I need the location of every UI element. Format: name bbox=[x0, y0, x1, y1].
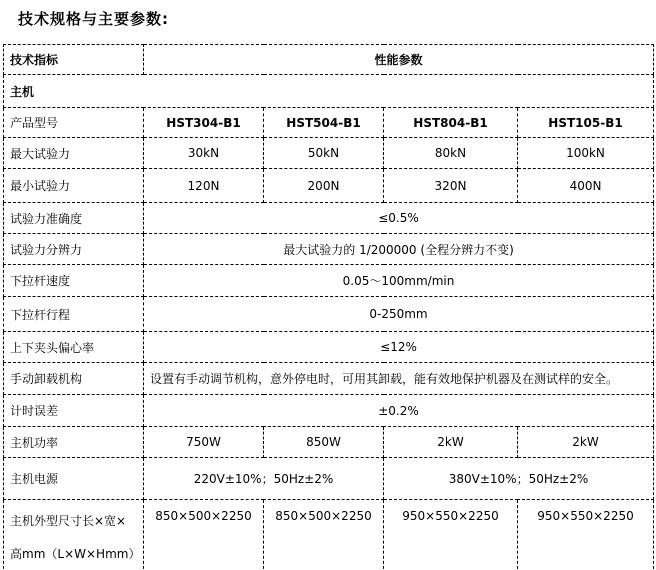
cell-value: 80kN bbox=[384, 138, 518, 169]
table-row bbox=[4, 265, 654, 297]
section-label: 主机 bbox=[4, 75, 654, 108]
table-row bbox=[4, 332, 654, 363]
cell-value: 50kN bbox=[264, 138, 384, 169]
cell-value: 220V±10%；50Hz±2% bbox=[144, 458, 384, 500]
cell-value: HST304-B1 bbox=[144, 108, 264, 138]
cell-value: ±0.2% bbox=[144, 395, 654, 427]
row-label: 产品型号 bbox=[4, 108, 144, 138]
cell-value: 380V±10%；50Hz±2% bbox=[384, 458, 654, 500]
table-row bbox=[4, 427, 654, 458]
cell-value: 100kN bbox=[518, 138, 654, 169]
cell-value: 200N bbox=[264, 169, 384, 203]
cell-value: 950×550×2250 bbox=[384, 500, 518, 570]
cell-value: 320N bbox=[384, 169, 518, 203]
cell-value: 750W bbox=[144, 427, 264, 458]
row-label: 主机外型尺寸长×宽×高mm（L×W×Hmm） bbox=[4, 500, 144, 570]
cell-value: ≤0.5% bbox=[144, 203, 654, 234]
cell-value: 950×550×2250 bbox=[518, 500, 654, 570]
cell-value: 2kW bbox=[384, 427, 518, 458]
row-label: 手动卸载机构 bbox=[4, 363, 144, 395]
cell-value: ≤12% bbox=[144, 332, 654, 363]
row-label: 试验力分辨力 bbox=[4, 234, 144, 265]
row-label: 试验力准确度 bbox=[4, 203, 144, 234]
page-title: 技术规格与主要参数: bbox=[18, 10, 169, 28]
cell-value: 0.05～100mm/min bbox=[144, 265, 654, 297]
cell-value: 最大试验力的 1/200000 (全程分辨力不变) bbox=[144, 234, 654, 265]
table-row bbox=[4, 395, 654, 427]
cell-value: 850W bbox=[264, 427, 384, 458]
row-label: 主机功率 bbox=[4, 427, 144, 458]
row-label: 主机电源 bbox=[4, 458, 144, 500]
cell-value: 400N bbox=[518, 169, 654, 203]
row-label: 下拉杆速度 bbox=[4, 265, 144, 297]
table-row bbox=[4, 203, 654, 234]
row-label: 上下夹头偏心率 bbox=[4, 332, 144, 363]
cell-value: 30kN bbox=[144, 138, 264, 169]
table-row bbox=[4, 169, 654, 203]
cell-value: 850×500×2250 bbox=[264, 500, 384, 570]
cell-value: 2kW bbox=[518, 427, 654, 458]
row-label: 下拉杆行程 bbox=[4, 297, 144, 332]
cell-value: 120N bbox=[144, 169, 264, 203]
table-row bbox=[4, 297, 654, 332]
table-row bbox=[4, 234, 654, 265]
cell-value: 850×500×2250 bbox=[144, 500, 264, 570]
table-row bbox=[4, 500, 654, 570]
table-row bbox=[4, 458, 654, 500]
header-params: 性能参数 bbox=[144, 45, 654, 75]
section-row bbox=[4, 75, 654, 108]
cell-value: 设置有手动调节机构，意外停电时，可用其卸载，能有效地保护机器及在测试样的安全。 bbox=[144, 363, 654, 395]
table-row bbox=[4, 363, 654, 395]
spec-table bbox=[3, 44, 654, 570]
row-label: 计时误差 bbox=[4, 395, 144, 427]
cell-value: 0-250mm bbox=[144, 297, 654, 332]
cell-value: HST105-B1 bbox=[518, 108, 654, 138]
table-header-row bbox=[4, 45, 654, 75]
row-label: 最大试验力 bbox=[4, 138, 144, 169]
header-indicator: 技术指标 bbox=[4, 45, 144, 75]
table-row bbox=[4, 138, 654, 169]
cell-value: HST804-B1 bbox=[384, 108, 518, 138]
row-label: 最小试验力 bbox=[4, 169, 144, 203]
table-row bbox=[4, 108, 654, 138]
cell-value: HST504-B1 bbox=[264, 108, 384, 138]
